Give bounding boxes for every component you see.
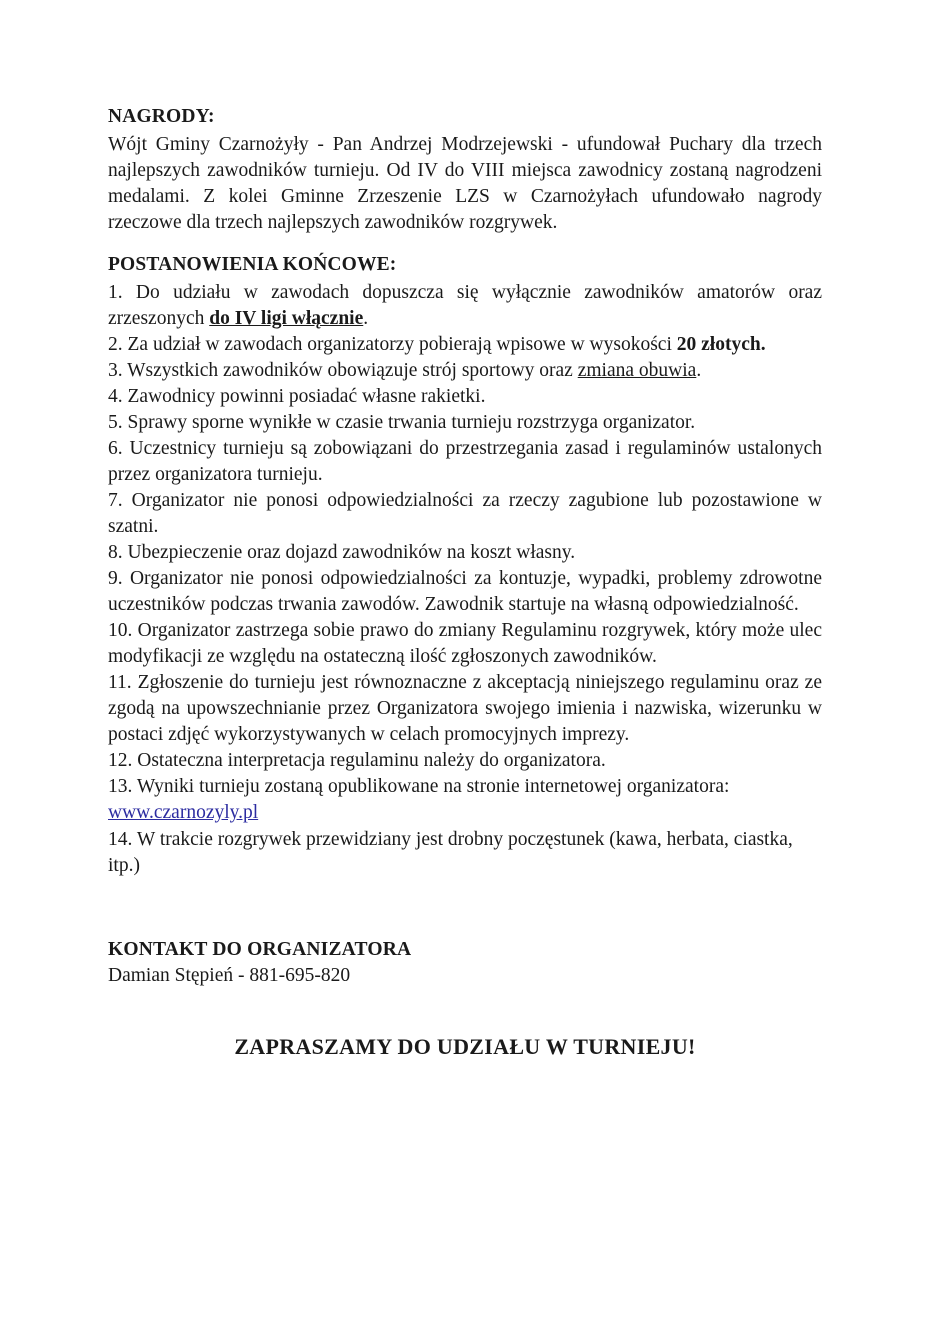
rule-text-segment: . [363, 308, 369, 329]
rule-text-segment: 2. Za udział w zawodach organizatorzy pobierają wpisowe w wysokości [108, 334, 677, 355]
rules-list [108, 280, 822, 800]
document-body [108, 104, 822, 1061]
closing-invitation: ZAPRASZAMY DO UDZIAŁU W TURNIEJU! [234, 1034, 696, 1059]
rule-item-4 [108, 384, 822, 410]
rule-text-segment: 7. Organizator nie ponosi odpowiedzialności za rzeczy zagubione lub pozostawione w szatni. [108, 490, 822, 537]
rule-item-2 [108, 332, 822, 358]
rule-text-segment: 8. Ubezpieczenie oraz dojazd zawodników na koszt własny. [108, 542, 576, 563]
rule-text-segment: 10. Organizator zastrzega sobie prawo do zmiany Regulaminu rozgrywek, który może ulec modyfikacji ze względu na ostateczną ilość zgłoszonych zawodników. [108, 620, 822, 667]
rule-item-11 [108, 670, 822, 748]
rule-item-7 [108, 488, 822, 540]
rules-list-tail [108, 827, 822, 879]
rule-text-segment: . [696, 360, 702, 381]
closing-spacer [108, 989, 822, 1033]
rule-item-8 [108, 540, 822, 566]
rule-text-segment: 13. Wyniki turnieju zostaną opublikowane na stronie internetowej organizatora: [108, 776, 730, 797]
rule-item-10 [108, 618, 822, 670]
rule-text-segment: do IV ligi włącznie [209, 308, 364, 329]
rule-text-segment: 3. Wszystkich zawodników obowiązuje strój sportowy oraz [108, 360, 578, 381]
rule-text-segment: 1. Do udziału w zawodach dopuszcza się wyłącznie zawodników amatorów oraz zrzeszonych [108, 282, 822, 329]
rule-text-segment: zmiana obuwia [577, 360, 697, 381]
rule-item-14 [108, 827, 822, 879]
rule-text-segment: 6. Uczestnicy turnieju są zobowiązani do przestrzegania zasad i regulaminów ustalonych przez organizatora turnieju. [108, 438, 822, 485]
rule-text-segment: 12. Ostateczna interpretacja regulaminu należy do organizatora. [108, 750, 606, 771]
rule-item-3 [108, 358, 822, 384]
rule-text-segment: 20 złotych. [676, 334, 766, 355]
contact-spacer [108, 879, 822, 937]
final-provisions-heading: POSTANOWIENIA KOŃCOWE: [108, 254, 397, 275]
rule-text-segment: 5. Sprawy sporne wynikłe w czasie trwania turnieju rozstrzyga organizator. [108, 412, 696, 433]
website-link[interactable]: www.czarnozyly.pl [108, 802, 259, 823]
rule-item-9 [108, 566, 822, 618]
rule-text-segment: 11. Zgłoszenie do turnieju jest równoznaczne z akceptacją niniejszego regulaminu oraz ze zgodą na upowszechnianie przez Organizatora swojego imienia i nazwiska, wizerunku w postaci zdjęć wykorzystywanych w celach promocyjnych imprezy. [108, 672, 822, 745]
contact-person: Damian Stępień - 881-695-820 [108, 965, 351, 986]
rule-item-6 [108, 436, 822, 488]
rule-text-segment: 14. W trakcie rozgrywek przewidziany jest drobny poczęstunek (kawa, herbata, ciastka, itp.) [108, 829, 793, 876]
rule-item-12 [108, 748, 822, 774]
contact-heading: KONTAKT DO ORGANIZATORA [108, 939, 412, 960]
awards-heading: NAGRODY: [108, 106, 215, 127]
rule-text-segment: 4. Zawodnicy powinni posiadać własne rakietki. [108, 386, 486, 407]
awards-paragraph: Wójt Gminy Czarnożyły - Pan Andrzej Modrzejewski - ufundował Puchary dla trzech najlepszych zawodników turnieju. Od IV do VIII miejsca zawodnicy zostaną nagrodzeni medalami. Z kolei Gminne Zrzeszenie LZS w Czarnożyłach ufundowało nagrody rzeczowe dla trzech najlepszych zawodników rozgrywek. [108, 134, 822, 233]
website-link-line [108, 800, 822, 827]
rule-item-1 [108, 280, 822, 332]
rule-text-segment: 9. Organizator nie ponosi odpowiedzialności za kontuzje, wypadki, problemy zdrowotne uczestników podczas trwania zawodów. Zawodnik startuje na własną odpowiedzialność. [108, 568, 822, 615]
paragraph-spacer [108, 236, 822, 252]
rule-item-13 [108, 774, 822, 800]
rule-item-5 [108, 410, 822, 436]
